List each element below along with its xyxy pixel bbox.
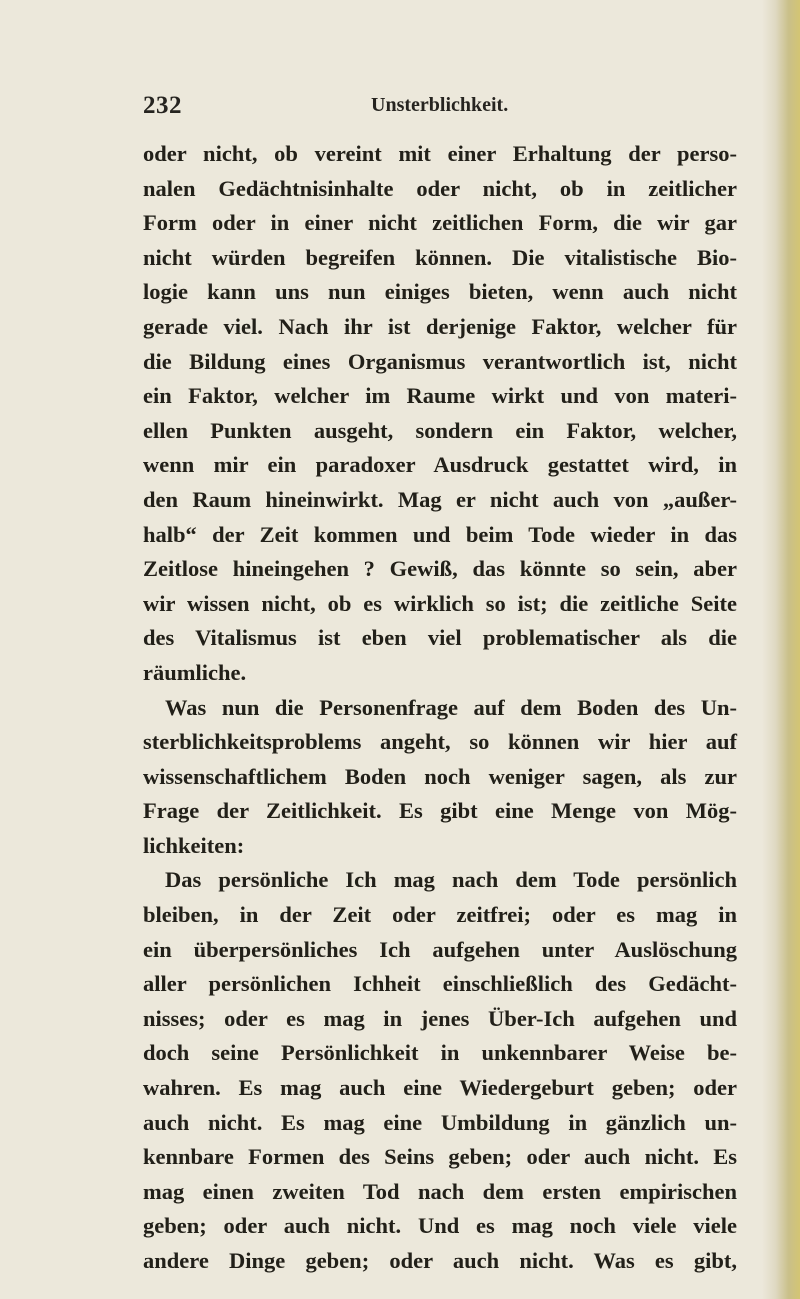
text-line: auch nicht. Es mag eine Umbildung in gänzlich un- [143, 1109, 737, 1135]
text-line: doch seine Persönlichkeit in unkennbarer Weise be- [143, 1040, 737, 1066]
text-line: die Bildung eines Organismus verantwortlich ist, nicht [143, 348, 737, 374]
text-line: logie kann uns nun einiges bieten, wenn auch nicht [143, 279, 737, 305]
text-line: nalen Gedächtnisinhalte oder nicht, ob in zeitlicher [143, 175, 737, 201]
text-line: wenn mir ein paradoxer Ausdruck gestattet wird, in [143, 452, 737, 478]
running-head: Unsterblichkeit. [371, 94, 509, 116]
text-line: räumliche. [143, 659, 247, 685]
text-line: des Vitalismus ist eben viel problematischer als die [143, 625, 737, 651]
text-line: halb“ der Zeit kommen und beim Tode wieder in das [143, 521, 737, 547]
page-edge-shadow [762, 0, 800, 1299]
text-line: wir wissen nicht, ob es wirklich so ist; die zeitliche Seite [143, 590, 737, 616]
text-line: nisses; oder es mag in jenes Über-Ich aufgehen und [143, 1005, 737, 1031]
page-number: 232 [143, 92, 182, 119]
text-line: bleiben, in der Zeit oder zeitfrei; oder es mag in [143, 902, 737, 928]
text-line: ein überpersönliches Ich aufgehen unter Auslöschung [143, 936, 737, 962]
text-line: Zeitlose hineingehen ? Gewiß, das könnte so sein, aber [143, 556, 737, 582]
text-line: ein Faktor, welcher im Raume wirkt und von materi- [143, 383, 737, 409]
text-line: Frage der Zeitlichkeit. Es gibt eine Menge von Mög- [143, 798, 737, 824]
text-line: oder nicht, ob vereint mit einer Erhaltung der perso- [143, 141, 737, 166]
text-line: wissenschaftlichem Boden noch weniger sagen, als zur [143, 763, 737, 789]
text-line: andere Dinge geben; oder auch nicht. Was es gibt, [143, 1248, 737, 1273]
text-line: aller persönlichen Ichheit einschließlich des Gedächt- [143, 971, 737, 997]
text-line: nicht würden begreifen können. Die vitalistische Bio- [143, 244, 737, 270]
text-line: mag einen zweiten Tod nach dem ersten empirischen [143, 1178, 737, 1204]
text-line: Was nun die Personenfrage auf dem Boden des Un- [165, 694, 737, 720]
text-line: lichkeiten: [143, 832, 245, 858]
text-line: den Raum hineinwirkt. Mag er nicht auch von „außer- [143, 486, 737, 512]
text-line: kennbare Formen des Seins geben; oder auch nicht. Es [143, 1144, 737, 1170]
text-line: Form oder in einer nicht zeitlichen Form, die wir gar [143, 210, 737, 236]
text-line: ellen Punkten ausgeht, sondern ein Faktor, welcher, [143, 417, 737, 443]
page-header [143, 92, 743, 122]
text-line: sterblichkeitsproblems angeht, so können wir hier auf [143, 729, 737, 755]
body-text [143, 137, 737, 1279]
text-line: Das persönliche Ich mag nach dem Tode persönlich [165, 867, 737, 893]
text-line: wahren. Es mag auch eine Wiedergeburt geben; oder [143, 1075, 737, 1101]
text-line: geben; oder auch nicht. Und es mag noch viele viele [143, 1213, 737, 1239]
text-line: gerade viel. Nach ihr ist derjenige Faktor, welcher für [143, 313, 737, 339]
